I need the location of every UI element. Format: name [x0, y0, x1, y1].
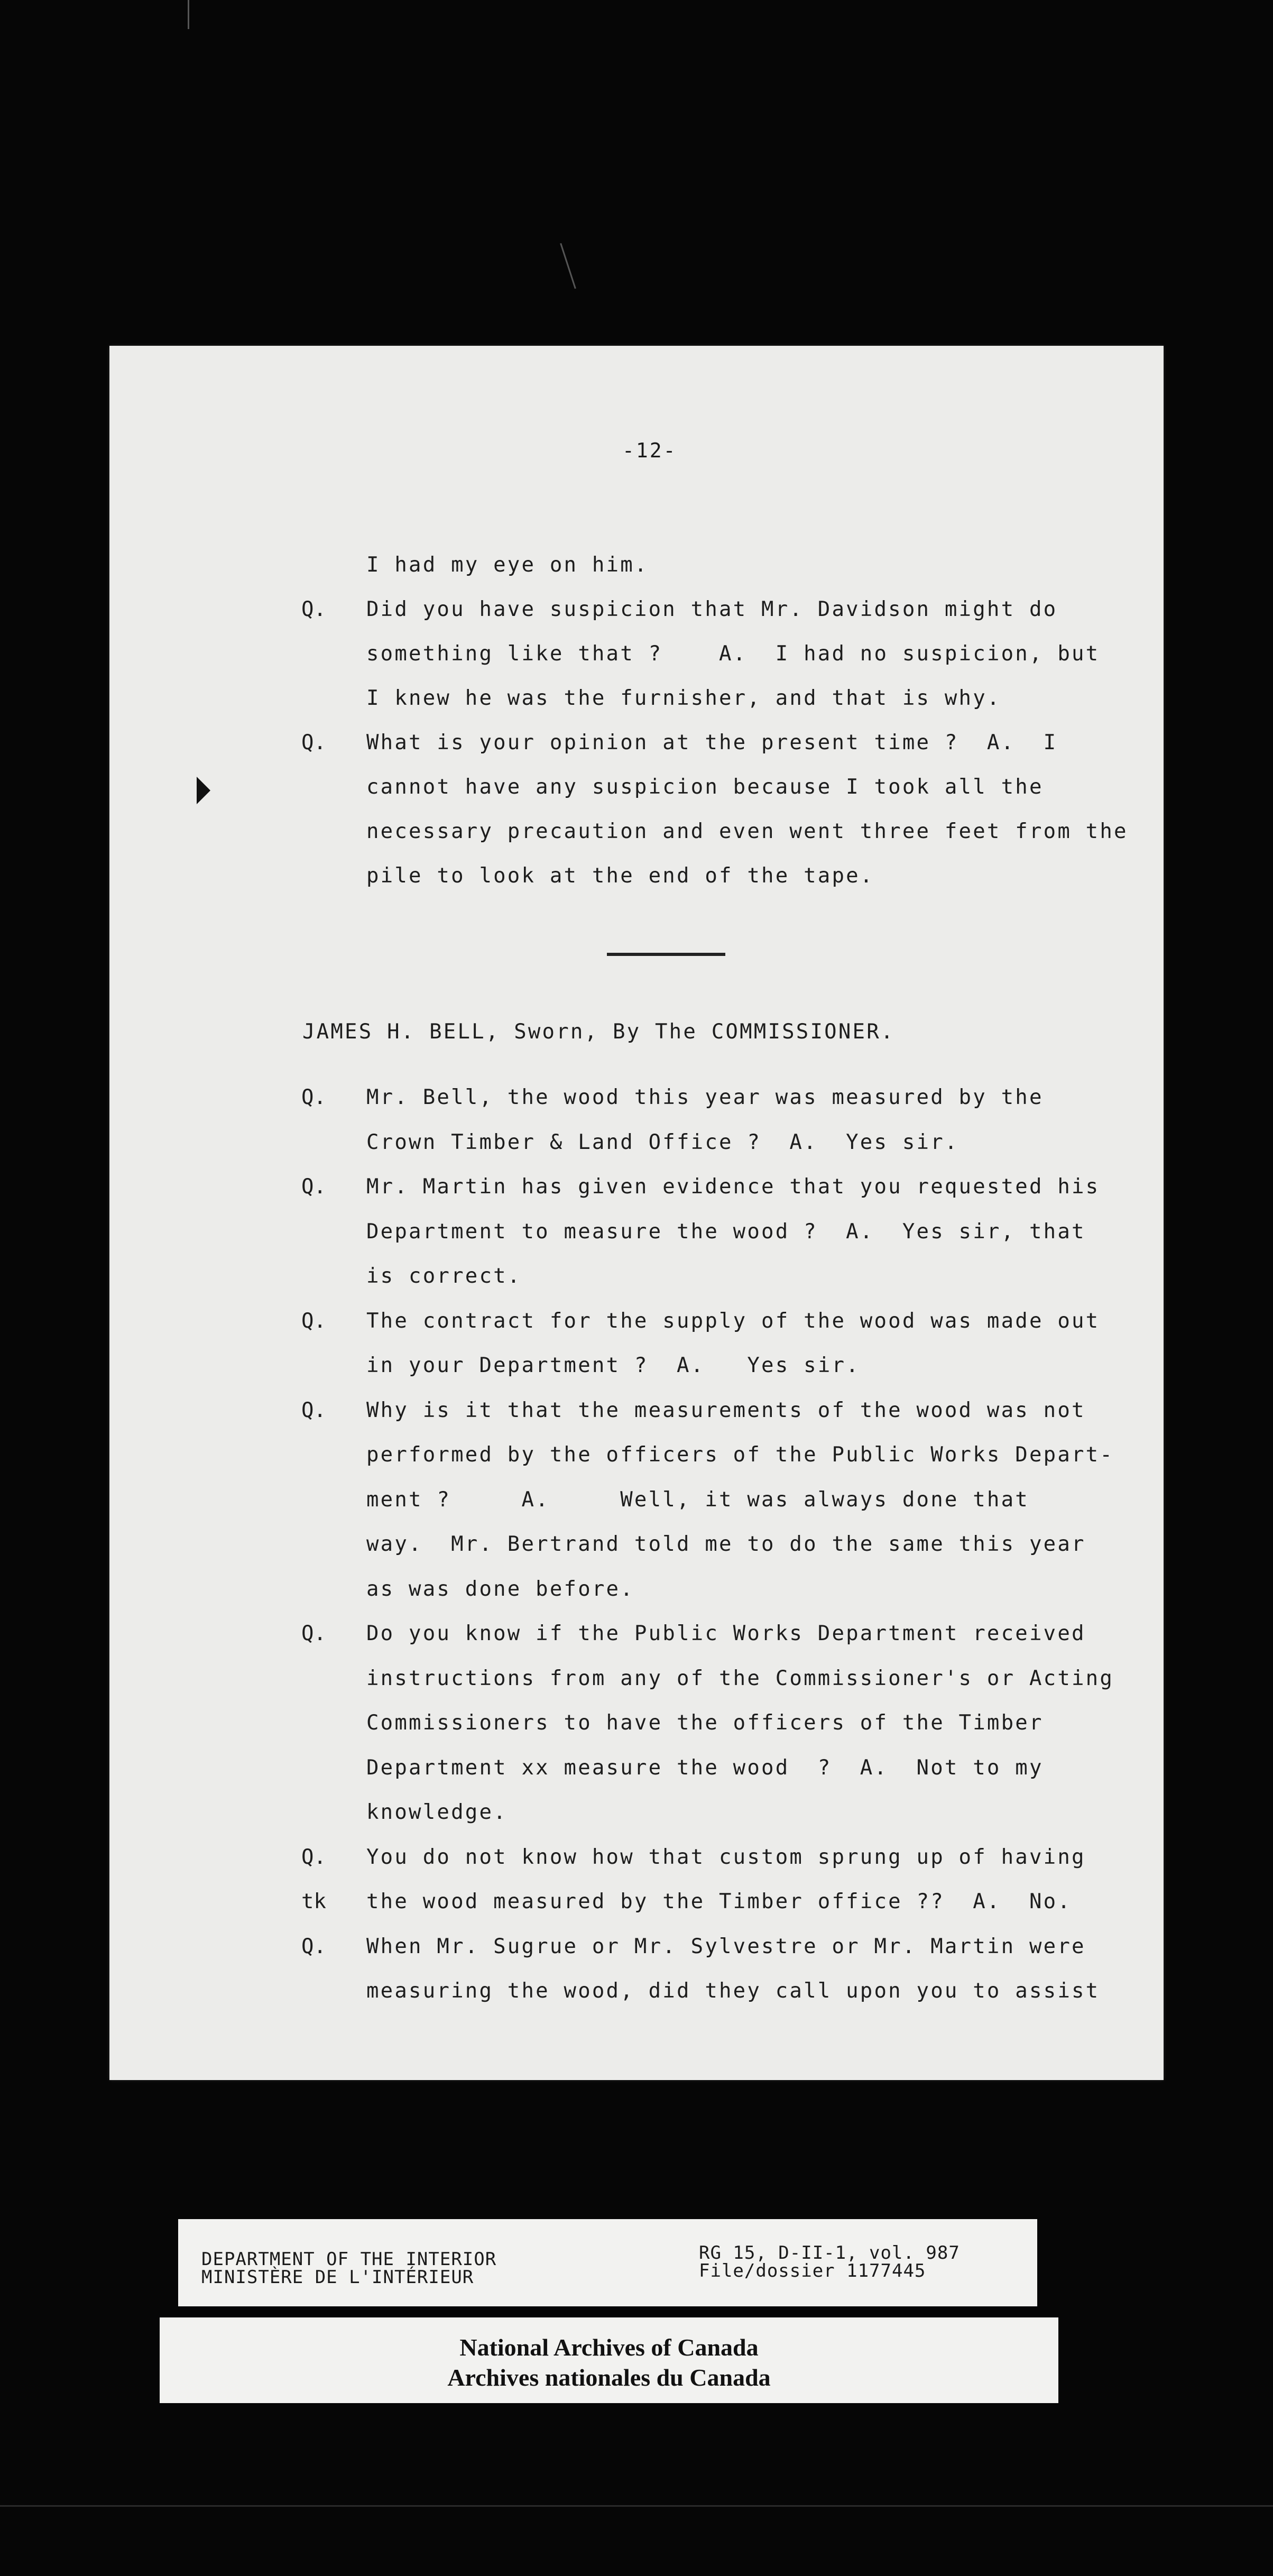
testimony-line: knowledge. — [366, 1800, 508, 1824]
film-edge-line — [0, 2505, 1273, 2507]
question-marker: Q. — [301, 1845, 326, 1869]
testimony-line: I had my eye on him. — [366, 553, 649, 577]
testimony-line: Why is it that the measurements of the wood was not — [366, 1398, 1086, 1422]
testimony-line: is correct. — [366, 1264, 522, 1288]
record-group: RG 15, D-II-1, vol. 987 — [699, 2242, 960, 2264]
testimony-line: way. Mr. Bertrand told me to do the same this year — [366, 1532, 1086, 1556]
testimony-line: Commissioners to have the officers of the Timber — [366, 1711, 1044, 1735]
testimony-line: What is your opinion at the present time ? A. I — [366, 731, 1058, 755]
testimony-line: Department xx measure the wood ? A. Not to my — [366, 1755, 1044, 1780]
question-marker: Q. — [301, 1085, 326, 1109]
testimony-line: You do not know how that custom sprung up of having — [366, 1845, 1086, 1869]
film-scratch — [188, 0, 189, 29]
testimony-line: pile to look at the end of the tape. — [366, 864, 874, 888]
testimony-line: in your Department ? A. Yes sir. — [366, 1354, 860, 1377]
archives-name-fr: Archives nationales du Canada — [447, 2364, 771, 2391]
question-marker: tk — [301, 1890, 326, 1913]
witness-heading: JAMES H. BELL, Sworn, By The COMMISSIONER. — [302, 1020, 895, 1044]
film-scratch — [560, 243, 576, 289]
testimony-line: Mr. Martin has given evidence that you requested his — [366, 1175, 1100, 1199]
question-marker: Q. — [301, 731, 326, 755]
page-number: -12- — [622, 439, 677, 462]
testimony-line: the wood measured by the Timber office ?? A. No. — [366, 1890, 1072, 1913]
archives-label — [160, 2317, 1058, 2403]
testimony-line: ment ? A. Well, it was always done that — [366, 1487, 1029, 1512]
testimony-line: as was done before. — [366, 1577, 634, 1601]
question-marker: Q. — [301, 597, 326, 621]
question-marker: Q. — [301, 1622, 326, 1645]
file-number: File/dossier 1177445 — [699, 2260, 926, 2281]
question-marker: Q. — [301, 1175, 326, 1199]
testimony-line: cannot have any suspicion because I took all the — [366, 775, 1044, 799]
department-name-en: DEPARTMENT OF THE INTERIOR — [201, 2249, 497, 2270]
archives-name-en: National Archives of Canada — [459, 2334, 759, 2361]
testimony-line: Department to measure the wood ? A. Yes sir, that — [366, 1219, 1086, 1244]
question-marker: Q. — [301, 1398, 326, 1422]
department-name-fr: MINISTÈRE DE L'INTÉRIEUR — [201, 2267, 474, 2288]
question-marker: Q. — [301, 1309, 326, 1333]
margin-mark — [197, 777, 210, 804]
testimony-line: The contract for the supply of the wood was made out — [366, 1309, 1100, 1333]
testimony-line: Do you know if the Public Works Department received — [366, 1622, 1086, 1645]
testimony-line: Mr. Bell, the wood this year was measured by the — [366, 1085, 1044, 1109]
testimony-line: Crown Timber & Land Office ? A. Yes sir. — [366, 1130, 959, 1154]
testimony-line: instructions from any of the Commissioner's or Acting — [366, 1666, 1114, 1690]
testimony-line: I knew he was the furnisher, and that is why. — [366, 686, 1001, 710]
testimony-line: Did you have suspicion that Mr. Davidson might do — [366, 597, 1058, 621]
department-label — [178, 2219, 1037, 2306]
typed-page — [109, 346, 1164, 2080]
testimony-line: something like that ? A. I had no suspicion, but — [366, 642, 1100, 666]
testimony-line: necessary precaution and even went three feet from the — [366, 820, 1128, 843]
testimony-line: When Mr. Sugrue or Mr. Sylvestre or Mr. Martin were — [366, 1934, 1086, 1958]
question-marker: Q. — [301, 1934, 326, 1958]
testimony-line: measuring the wood, did they call upon you to assist — [366, 1979, 1100, 2003]
testimony-line: performed by the officers of the Public Works Depart- — [366, 1443, 1114, 1467]
section-divider — [607, 953, 725, 956]
